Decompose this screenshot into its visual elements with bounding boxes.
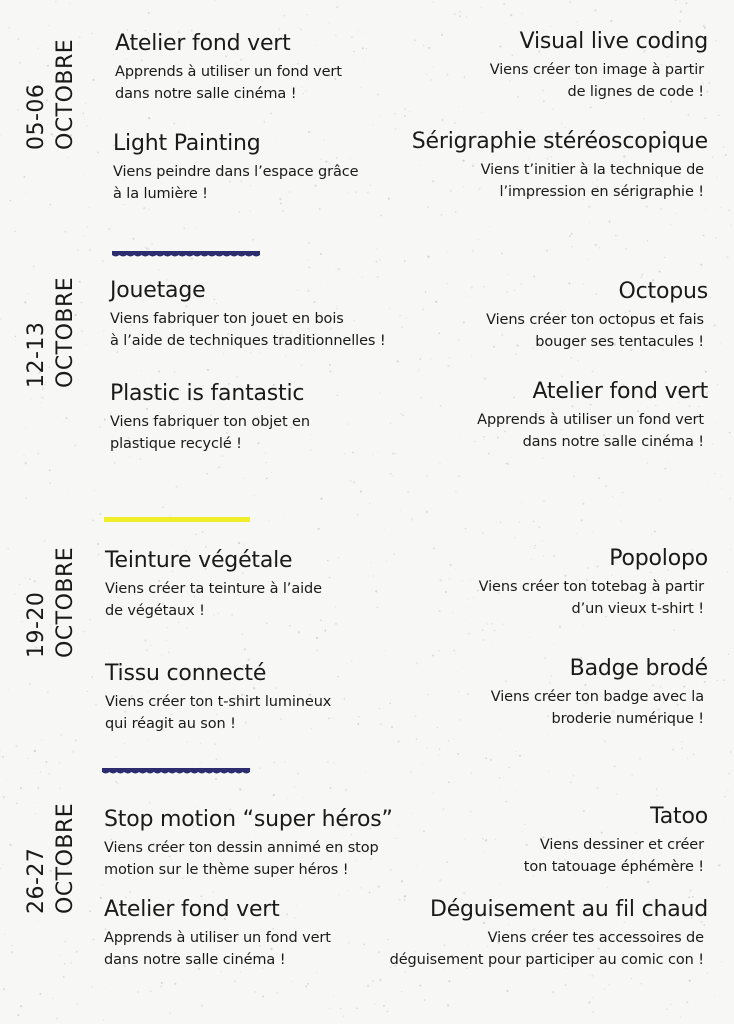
activity-description: Viens créer tes accessoires de déguisement pour participer au comic con ! [389, 930, 704, 968]
activity-description: Viens créer ton image à partir de lignes de code ! [489, 62, 704, 100]
activity-serigraphie-stereoscopique [412, 128, 708, 203]
week-dates: 12-13 [24, 321, 49, 388]
activity-atelier-fond-vert [115, 30, 342, 105]
activity-description: Viens créer ton badge avec la broderie numérique ! [490, 689, 704, 727]
activity-title: Tatoo [650, 804, 708, 829]
activity-description: Viens créer ton t-shirt lumineux qui réagit au son ! [105, 694, 332, 732]
activity-plastic-is-fantastic [110, 380, 310, 455]
activity-tatoo [524, 803, 708, 878]
week-month: OCTOBRE [53, 38, 78, 150]
activity-atelier-fond-vert-3 [104, 896, 331, 971]
activity-title: Plastic is fantastic [110, 381, 305, 406]
activity-description: Viens créer ton totebag à partir d’un vieux t-shirt ! [478, 579, 704, 617]
activity-title: Light Painting [113, 131, 261, 156]
activity-description: Viens dessiner et créer ton tatouage éphémère ! [523, 837, 704, 875]
wave-shape [102, 767, 250, 775]
activity-stop-motion [104, 806, 393, 881]
week-month: OCTOBRE [53, 276, 78, 388]
date-label-week-1 [20, 0, 86, 150]
date-label-week-4 [20, 790, 86, 916]
activity-description: Viens peindre dans l’espace grâce à la lumière ! [113, 164, 359, 202]
activity-description: Viens créer ta teinture à l’aide de végétaux ! [105, 581, 322, 619]
activity-title: Sérigraphie stéréoscopique [411, 129, 708, 154]
activity-badge-brode [491, 655, 708, 730]
activity-description: Viens t’initier à la technique de l’impression en sérigraphie ! [480, 162, 704, 200]
week-dates: 19-20 [24, 591, 49, 658]
wave-divider-navy-2 [102, 767, 250, 775]
activity-description: Viens créer ton octopus et fais bouger ses tentacules ! [486, 312, 704, 350]
activity-jouetage [110, 277, 386, 352]
activity-visual-live-coding [490, 28, 708, 103]
activity-title: Stop motion “super héros” [104, 807, 393, 832]
activity-description: Viens créer ton dessin annimé en stop motion sur le thème super héros ! [104, 840, 379, 878]
week-month: OCTOBRE [53, 802, 78, 914]
activity-description: Apprends à utiliser un fond vert dans notre salle cinéma ! [104, 930, 331, 968]
activity-title: Badge brodé [569, 656, 708, 681]
activity-title: Teinture végétale [105, 548, 293, 573]
yellow-divider [104, 517, 250, 522]
activity-description: Apprends à utiliser un fond vert dans notre salle cinéma ! [115, 64, 342, 102]
activity-title: Déguisement au fil chaud [429, 897, 708, 922]
activity-description: Apprends à utiliser un fond vert dans notre salle cinéma ! [477, 412, 704, 450]
activity-deguisement-fil-chaud [390, 896, 708, 971]
activity-title: Popolopo [609, 546, 708, 571]
activity-title: Atelier fond vert [104, 897, 280, 922]
week-dates: 05-06 [24, 83, 49, 150]
activity-popolopo [479, 545, 708, 620]
activity-tissu-connecte [105, 660, 331, 735]
week-dates: 26-27 [24, 847, 49, 914]
activity-octopus [486, 278, 708, 353]
activity-title: Atelier fond vert [532, 379, 708, 404]
activity-title: Octopus [618, 279, 708, 304]
wave-divider-navy [112, 250, 260, 258]
activity-light-painting [113, 130, 358, 205]
activity-atelier-fond-vert-2 [477, 378, 708, 453]
activity-teinture-vegetale [105, 547, 322, 622]
activity-title: Visual live coding [519, 29, 708, 54]
activity-title: Jouetage [110, 278, 206, 303]
date-label-week-2 [20, 270, 86, 390]
activity-description: Viens fabriquer ton objet en plastique recyclé ! [110, 414, 310, 452]
week-month: OCTOBRE [53, 546, 78, 658]
activity-description: Viens fabriquer ton jouet en bois à l’aide de techniques traditionnelles ! [110, 311, 386, 349]
activity-title: Tissu connecté [105, 661, 267, 686]
activity-title: Atelier fond vert [115, 31, 291, 56]
wave-shape [112, 250, 260, 258]
date-label-week-3 [20, 535, 86, 660]
